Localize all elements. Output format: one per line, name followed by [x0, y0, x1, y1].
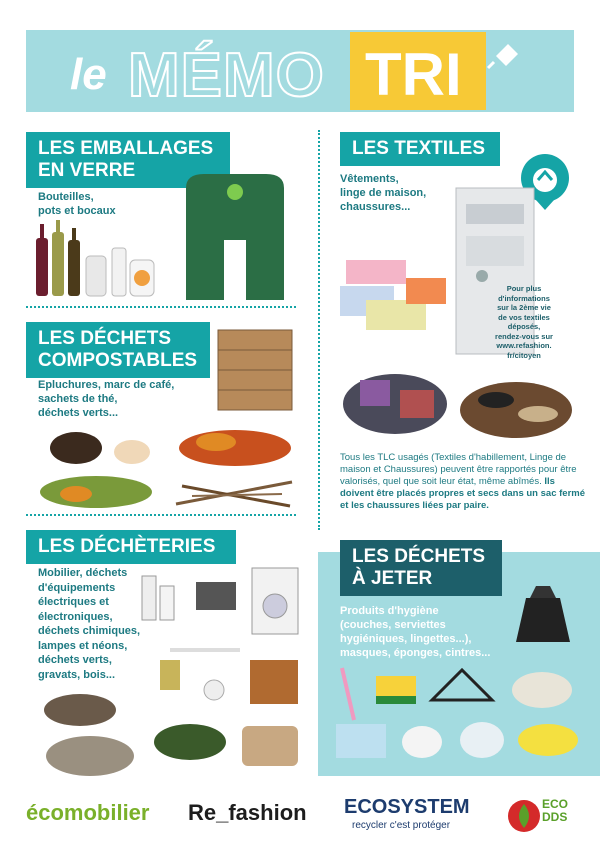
jeter-desc-line: masques, éponges, cintres...	[340, 647, 491, 659]
textiles-desc-line3: chaussures...	[340, 201, 411, 213]
jeter-desc-line: (couches, serviettes	[340, 619, 446, 631]
decheteries-desc-line: électroniques,	[38, 610, 113, 623]
vertical-divider	[318, 130, 320, 530]
textiles-desc-line2: linge de maison,	[340, 187, 427, 199]
compostables-description	[38, 378, 174, 420]
hygiene-items-image	[332, 660, 588, 772]
refashion-note-l1: Pour plus	[506, 284, 542, 293]
verre-desc-line1: Bouteilles,	[38, 191, 94, 203]
horizontal-divider-1	[26, 306, 296, 308]
section-title-decheteries: LES DÉCHÈTERIES	[26, 530, 236, 564]
refashion-info-note	[477, 284, 571, 360]
decheteries-desc-line: gravats, bois...	[38, 668, 116, 681]
twigs-image	[172, 474, 298, 512]
logo-refashion: Re_fashion	[188, 800, 307, 825]
glass-bottles-image	[30, 220, 160, 298]
tlc-bold-text: Ils doivent être placés propres et secs dans un sac fermé et les chaussures liées par paire.	[340, 476, 585, 511]
tlc-info-text	[340, 452, 588, 512]
verre-description	[38, 190, 116, 218]
jeter-desc-line: Produits d'hygiène	[340, 605, 439, 617]
refashion-note-l6: rendez-vous sur	[495, 331, 553, 341]
refashion-note-l8: fr/citoyen	[507, 350, 541, 360]
compostables-desc-line3: déchets verts...	[38, 407, 119, 419]
jeter-desc-line: hygiéniques, lingettes...),	[340, 633, 472, 645]
tlc-normal-text: Tous les TLC usagés (Textiles d'habillement, Linge de maison et Chaussures) peuvent être rapportés pour être valorisés, quel que soit leur état, même abîmés.	[340, 452, 577, 487]
shoes-pile-image	[456, 370, 576, 442]
refashion-note-l3: sur la 2ème vie	[497, 303, 551, 312]
textiles-description	[340, 172, 426, 214]
appliances-image	[140, 566, 302, 636]
decheteries-desc-line: déchets verts,	[38, 654, 112, 666]
compostables-title-line1: LES DÉCHETS	[38, 328, 172, 349]
decheteries-desc-line: Mobilier, déchets	[38, 567, 128, 579]
decheteries-desc-line: d'équipements	[38, 581, 116, 594]
compostables-desc-line1: Epluchures, marc de café,	[38, 379, 175, 391]
verre-title-line2: EN VERRE	[38, 160, 136, 181]
section-title-textiles: LES TEXTILES	[340, 132, 500, 166]
refashion-note-l5: déposés,	[507, 322, 541, 331]
refashion-note-l2: d'informations	[498, 293, 550, 303]
compostables-title-line2: COMPOSTABLES	[38, 350, 198, 371]
decheteries-desc-line: lampes et néons,	[38, 639, 128, 652]
vegetable-peelings-image	[36, 470, 162, 512]
title-tri: TRI	[365, 41, 462, 108]
jeter-description	[340, 604, 490, 660]
logo-ecomobilier: écomobilier	[26, 800, 150, 825]
verre-desc-line2: pots et bocaux	[38, 205, 116, 217]
title-memo: MÉMO	[128, 41, 325, 110]
refashion-note-l4: de vos textiles	[498, 312, 550, 322]
section-title-compostables	[26, 322, 210, 378]
ecosystem-tagline: recycler c'est protéger	[352, 820, 451, 831]
textiles-desc-line1: Vêtements,	[340, 173, 399, 185]
title-le: le	[70, 50, 107, 99]
glass-container-image	[176, 170, 294, 306]
folded-towels-image	[336, 250, 456, 342]
section-title-jeter	[340, 540, 502, 596]
jeter-title-line1: LES DÉCHETS	[352, 546, 486, 567]
jeter-title-line2: À JETER	[352, 568, 433, 589]
autumn-leaves-image	[176, 420, 294, 468]
coffee-eggshell-image	[40, 420, 162, 470]
refashion-note-l7: www.refashion.	[496, 341, 552, 350]
clothes-pile-image	[340, 360, 450, 438]
decheteries-desc-line: déchets chimiques,	[38, 625, 141, 637]
decheteries-desc-line: électriques et	[38, 596, 109, 608]
trash-bag-image	[512, 580, 574, 646]
verre-title-line1: LES EMBALLAGES	[38, 138, 214, 159]
logo-ecosystem: ECOSYSTEM	[344, 796, 470, 818]
pushpin-icon	[484, 32, 524, 72]
logo-ecodds-text: ECO DDS	[542, 797, 569, 824]
compost-bin-image	[214, 326, 296, 414]
compostables-desc-line2: sachets de thé,	[38, 393, 118, 405]
horizontal-divider-2	[26, 514, 296, 516]
decheteries-description	[38, 566, 140, 682]
debris-armchair-image	[40, 686, 302, 782]
